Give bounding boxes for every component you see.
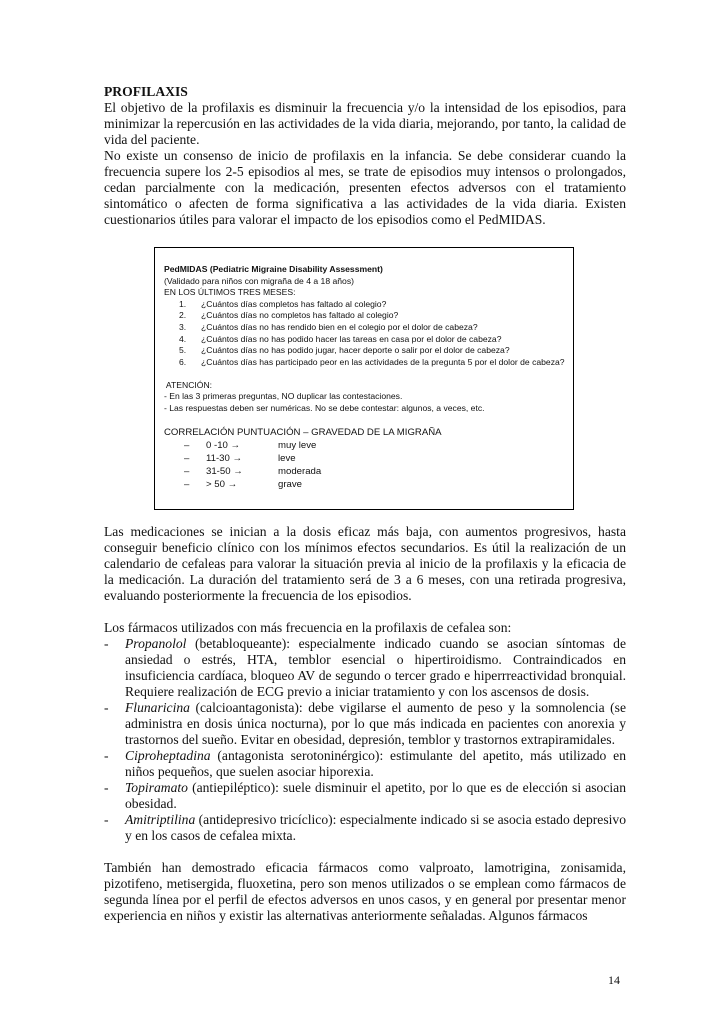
drug-name: Amitriptilina — [125, 812, 196, 827]
question-number: 3. — [179, 321, 187, 332]
correlation-label: grave — [278, 479, 302, 491]
drug-name: Propanolol — [125, 636, 187, 651]
question-number: 2. — [179, 310, 187, 321]
correlation-label: leve — [278, 453, 296, 465]
box-period: EN LOS ÚLTIMOS TRES MESES: — [164, 287, 296, 298]
question-number: 1. — [179, 298, 187, 309]
intro-paragraph-2: No existe un consenso de inicio de profilaxis en la infancia. Se debe considerar cuando la frecuencia supere los 2-5 episodios al mes, se trate de episodios muy intensos o prolongados, cedan parcialmente con la medicación, presenten efectos adversos con el tratamiento sintomático o afecten de forma significativa a las actividades de la vida diaria. Existen cuestionarios útiles para valorar el impacto de los episodios como el PedMIDAS. — [104, 148, 626, 227]
box-title: PedMIDAS (Pediatric Migraine Disability Assessment) — [164, 264, 383, 274]
drug-description: (antagonista serotoninérgico): estimulante del apetito, más utilizado en niños pequeños, que suelen asociar hiporexia. — [125, 748, 626, 779]
question-number: 5. — [179, 345, 187, 356]
correlation-label: moderada — [278, 466, 322, 478]
intro-paragraph-1: El objetivo de la profilaxis es disminuir la frecuencia y/o la intensidad de los episodios, para minimizar la repercusión en las actividades de la vida diaria, mejorando, por tanto, la calidad de vida del paciente. — [104, 100, 626, 147]
drug-item: - Topiramato (antiepiléptico): suele disminuir el apetito, por lo que es de elección si asocian obesidad. — [104, 780, 626, 811]
page-number: 14 — [608, 973, 620, 987]
question-text: ¿Cuántos días no completos has faltado al colegio? — [201, 310, 399, 321]
question-number: 4. — [179, 333, 187, 344]
drug-description: (antiepiléptico): suele disminuir el apetito, por lo que es de elección si asocian obesidad. — [125, 780, 626, 811]
drug-item: - Flunaricina (calcioantagonista): debe vigilarse el aumento de peso y la somnolencia (se administra en dosis única nocturna), por lo que más indicada en pacientes con anorexia y trastornos del sueño. Evitar en obesidad, depresión, temblor y trastornos extrapiramidales. — [104, 700, 626, 747]
page-body — [104, 84, 626, 228]
correlation-item: – 11-30 → leve — [184, 453, 296, 465]
page-body-lower — [104, 524, 626, 924]
correlation-title: CORRELACIÓN PUNTUACIÓN – GRAVEDAD DE LA MIGRAÑA — [164, 427, 442, 439]
correlation-item: – > 50 → grave — [184, 479, 302, 491]
drugs-list — [104, 636, 626, 844]
drug-name: Topiramato — [125, 780, 188, 795]
question-text: ¿Cuántos días no has podido jugar, hacer deporte o salir por el dolor de cabeza? — [201, 345, 510, 356]
question-text: ¿Cuántos días no has rendido bien en el colegio por el dolor de cabeza? — [201, 321, 478, 332]
drug-item: - Ciproheptadina (antagonista serotoninérgico): estimulante del apetito, más utilizado en niños pequeños, que suelen asociar hiporexia. — [104, 748, 626, 779]
drug-name: Flunaricina — [125, 700, 190, 715]
attention-line: - Las respuestas deben ser numéricas. No se debe contestar: algunos, a veces, etc. — [164, 403, 485, 414]
question-text: ¿Cuántos días no has podido hacer las tareas en casa por el dolor de cabeza? — [201, 333, 502, 344]
drug-description: (betabloqueante): especialmente indicado cuando se asocian síntomas de ansiedad o estrés, HTA, temblor esencial o hipertiroidismo. Contraindicados en insuficiencia cardíaca, bloqueo AV de segundo o tercer grado e hiperrreactividad bronquial. Requiere realización de ECG previo a iniciar tratamiento y con los ascensos de dosis. — [125, 636, 626, 699]
correlation-item: – 31-50 → moderada — [184, 466, 322, 478]
correlation-list — [164, 439, 566, 491]
closing-paragraph: También han demostrado eficacia fármacos como valproato, lamotrigina, zonisamida, pizotifeno, metisergida, fluoxetina, pero son menos utilizados o se emplean como fármacos de segunda línea por el perfil de efectos adversos en unos casos, y en general por presentar menor experiencia en niños y existir las alternativas anteriormente señaladas. Algunos fármacos — [104, 860, 626, 923]
attention-line: - En las 3 primeras preguntas, NO duplicar las contestaciones. — [164, 391, 403, 402]
correlation-range: > 50 → — [206, 479, 238, 491]
section-heading: PROFILAXIS — [104, 84, 188, 99]
question-item — [164, 322, 566, 334]
drugs-intro: Los fármacos utilizados con más frecuencia en la profilaxis de cefalea son: — [104, 620, 512, 635]
drug-item: - Amitriptilina (antidepresivo tricíclico): especialmente indicado si se asocia estado depresivo y en los casos de cefalea mixta. — [104, 812, 626, 843]
drug-name: Ciproheptadina — [125, 748, 211, 763]
correlation-range: 11-30 → — [206, 453, 243, 465]
box-subtitle: (Validado para niños con migraña de 4 a 18 años) — [164, 275, 354, 286]
correlation-label: muy leve — [278, 440, 317, 452]
correlation-range: 31-50 → — [206, 466, 243, 478]
correlation-item: – 0 -10 → muy leve — [184, 440, 317, 452]
questions-list — [164, 299, 566, 369]
question-item — [164, 299, 566, 311]
question-item — [164, 345, 566, 357]
question-text: ¿Cuántos días completos has faltado al colegio? — [201, 298, 387, 309]
drug-description: (antidepresivo tricíclico): especialmente indicado si se asocia estado depresivo y en los casos de cefalea mixta. — [125, 812, 626, 843]
question-item — [164, 310, 566, 322]
question-text: ¿Cuántos días has participado peor en las actividades de la pregunta 5 por el dolor de cabeza? — [201, 356, 565, 367]
correlation-range: 0 -10 → — [206, 440, 241, 452]
pedmidas-box — [154, 247, 574, 510]
drug-description: (calcioantagonista): debe vigilarse el aumento de peso y la somnolencia (se administra en dosis única nocturna), por lo que más indicada en pacientes con anorexia y trastornos del sueño. Evitar en obesidad, depresión, temblor y trastornos extrapiramidales. — [125, 700, 626, 747]
question-item — [164, 357, 566, 369]
question-number: 6. — [179, 356, 187, 367]
attention-title: ATENCIÓN: — [164, 379, 213, 390]
question-item — [164, 334, 566, 346]
medication-paragraph: Las medicaciones se inician a la dosis eficaz más baja, con aumentos progresivos, hasta conseguir beneficio clínico con los mínimos efectos secundarios. Es útil la realización de un calendario de cefaleas para valorar la situación previa al inicio de la profilaxis y la eficacia de la medicación. La duración del tratamiento será de 3 a 6 meses, con una retirada progresiva, evaluando posteriormente la frecuencia de los episodios. — [104, 524, 626, 603]
drug-item: - Propanolol (betabloqueante): especialmente indicado cuando se asocian síntomas de ansiedad o estrés, HTA, temblor esencial o hipertiroidismo. Contraindicados en insuficiencia cardíaca, bloqueo AV de segundo o tercer grado e hiperrreactividad bronquial. Requiere realización de ECG previo a iniciar tratamiento y con los ascensos de dosis. — [104, 636, 626, 699]
